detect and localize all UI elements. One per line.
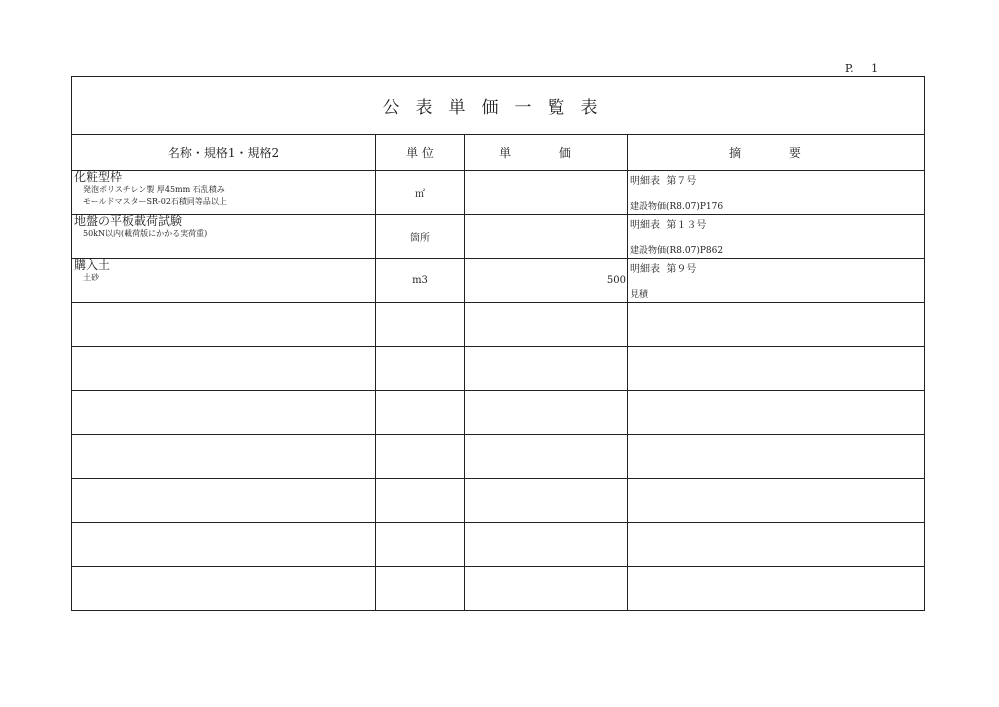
empty-cell bbox=[628, 567, 925, 611]
empty-cell bbox=[465, 523, 628, 567]
empty-cell bbox=[628, 435, 925, 479]
remark-source: 見積 bbox=[630, 290, 649, 300]
empty-cell bbox=[376, 523, 465, 567]
remark-source: 建設物価(R8.07)P176 bbox=[630, 202, 724, 212]
price-cell bbox=[465, 259, 628, 303]
empty-row bbox=[72, 391, 925, 435]
table-row bbox=[72, 171, 925, 215]
empty-cell bbox=[376, 435, 465, 479]
header-name: 名称・規格1・規格2 bbox=[72, 135, 376, 171]
name-cell bbox=[72, 171, 376, 215]
empty-cell bbox=[376, 391, 465, 435]
empty-cell bbox=[72, 567, 376, 611]
header-price: 単 価 bbox=[465, 135, 628, 171]
empty-cell bbox=[628, 523, 925, 567]
empty-cell bbox=[72, 435, 376, 479]
empty-cell bbox=[465, 479, 628, 523]
empty-cell bbox=[72, 391, 376, 435]
item-spec2: モールドマスターSR-02石積同等品以上 bbox=[83, 197, 227, 206]
empty-row bbox=[72, 435, 925, 479]
empty-row bbox=[72, 479, 925, 523]
page-number: P. 1 bbox=[845, 62, 879, 75]
empty-cell bbox=[465, 567, 628, 611]
price-list-table bbox=[71, 76, 925, 611]
empty-cell bbox=[465, 347, 628, 391]
empty-cell bbox=[628, 479, 925, 523]
item-name: 購入土 bbox=[74, 258, 111, 272]
item-spec1: 発泡ポリスチレン製 厚45mm 石乱積み bbox=[83, 185, 225, 194]
header-remarks: 摘 要 bbox=[628, 135, 925, 171]
empty-cell bbox=[628, 391, 925, 435]
item-unit: 箇所 bbox=[376, 215, 465, 259]
name-cell bbox=[72, 215, 376, 259]
empty-cell bbox=[376, 347, 465, 391]
empty-row bbox=[72, 523, 925, 567]
empty-row bbox=[72, 303, 925, 347]
empty-cell bbox=[376, 479, 465, 523]
empty-cell bbox=[376, 567, 465, 611]
remark-cell bbox=[628, 171, 925, 215]
item-unit: ㎡ bbox=[376, 171, 465, 215]
empty-cell bbox=[72, 479, 376, 523]
empty-cell bbox=[72, 303, 376, 347]
table-row bbox=[72, 259, 925, 303]
item-spec1: 50kN以内(載荷版にかかる実荷重) bbox=[83, 229, 208, 238]
empty-cell bbox=[465, 435, 628, 479]
empty-cell bbox=[376, 303, 465, 347]
item-name: 地盤の平板載荷試験 bbox=[74, 214, 183, 228]
remark-source: 建設物価(R8.07)P862 bbox=[630, 246, 724, 256]
price-cell bbox=[465, 215, 628, 259]
empty-row bbox=[72, 347, 925, 391]
remark-detail-ref: 明細表 第７号 bbox=[630, 176, 697, 187]
remark-cell bbox=[628, 259, 925, 303]
remark-cell bbox=[628, 215, 925, 259]
empty-cell bbox=[72, 523, 376, 567]
price-cell bbox=[465, 171, 628, 215]
sheet-title: 公表単価一覧表 bbox=[72, 77, 925, 135]
empty-row bbox=[72, 567, 925, 611]
remark-detail-ref: 明細表 第９号 bbox=[630, 264, 697, 275]
header-unit: 単 位 bbox=[376, 135, 465, 171]
table-row bbox=[72, 215, 925, 259]
item-unit: m3 bbox=[376, 259, 465, 303]
item-name: 化粧型枠 bbox=[74, 170, 123, 184]
empty-cell bbox=[465, 303, 628, 347]
item-price: 500 bbox=[606, 275, 626, 286]
empty-cell bbox=[465, 391, 628, 435]
name-cell bbox=[72, 259, 376, 303]
item-spec1: 土砂 bbox=[83, 273, 99, 282]
remark-detail-ref: 明細表 第１３号 bbox=[630, 220, 707, 231]
empty-cell bbox=[628, 303, 925, 347]
empty-cell bbox=[72, 347, 376, 391]
empty-cell bbox=[628, 347, 925, 391]
